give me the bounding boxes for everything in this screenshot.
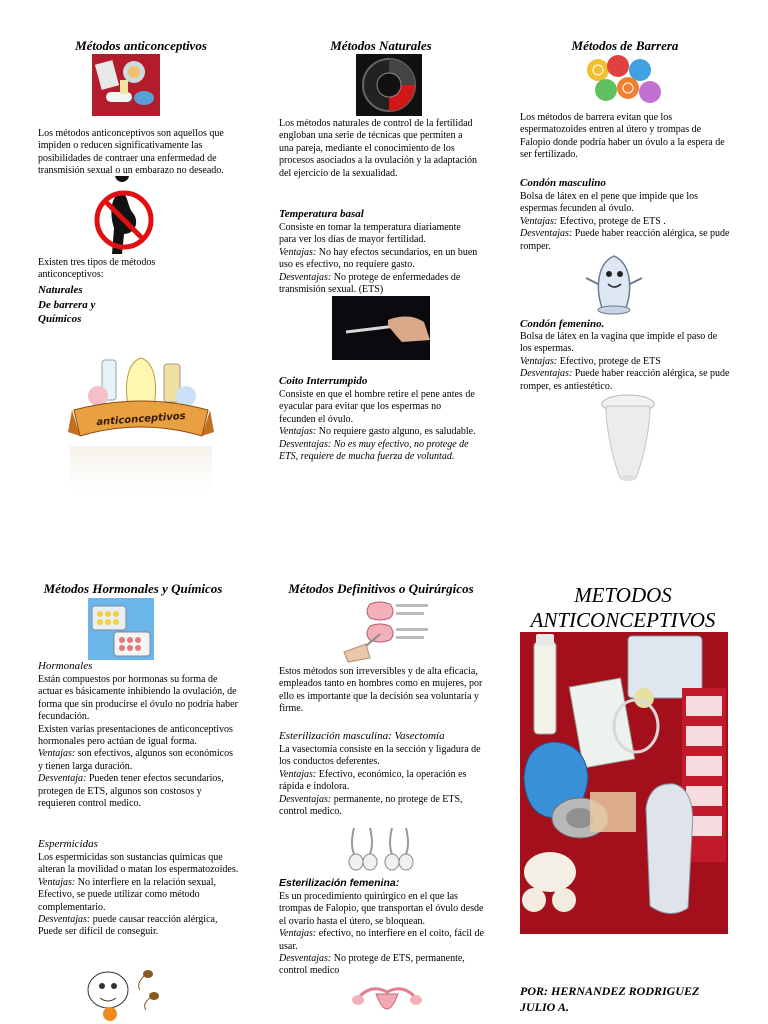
condon-masculino-title: Condón masculino xyxy=(520,177,606,189)
thermometer-photo xyxy=(332,296,430,360)
panel-naturales xyxy=(276,38,486,54)
cover-contraceptives-photo xyxy=(520,632,728,934)
coito-interrumpido-title: Coito Interrumpido xyxy=(279,375,368,387)
panel-title: Métodos Hormonales y Químicos xyxy=(43,581,223,596)
espermicidas-title: Espermicidas xyxy=(38,838,98,850)
panel-anticonceptivos xyxy=(36,38,246,54)
cover-title-line2: ANTICONCEPTIVOS xyxy=(530,608,716,632)
temperatura-basal-title: Temperatura basal xyxy=(279,208,364,220)
no-pregnancy-icon xyxy=(92,176,156,256)
panel-title: Métodos Definitivos o Quirúrgicos xyxy=(288,581,474,596)
hormonales-title: Hormonales xyxy=(38,660,93,672)
uterus-diagram xyxy=(350,980,424,1024)
vasectomia-title: Esterilización masculina: Vasectomía xyxy=(279,730,445,742)
condom-cartoon xyxy=(582,250,646,316)
condon-femenino-text: Bolsa de látex en la vagina que impide el paso de los espermas. Ventajas: Efectivo, protege de ETS Desventajas: Puede haber reacción alérgica, se pude romper, es antiestético. xyxy=(520,331,730,392)
sperm-cartoon xyxy=(78,956,166,1022)
cover-title xyxy=(516,583,730,633)
condon-masculino-text: Bolsa de látex en el pene que impide que los espermas fecunden al óvulo. Ventajas: Efectivo, protege de ETS . Desventajas: Puede haber reacción alérgica, se pude romper. xyxy=(520,191,730,252)
type-naturales: Naturales xyxy=(38,284,83,296)
pills-photo xyxy=(88,598,154,660)
espermicidas-text: Los espermicidas son sustancias químicas que alteran la movilidad o matan los espermatozoides. Ventajas: No interfiere en la relación sexual, Efectivo, se puede utilizar como método complementario. Desventajas: puede causar reacción alérgica, Puede ser difícil de conseguir. xyxy=(38,852,239,938)
female-condom-photo xyxy=(592,392,664,484)
panel-barrera xyxy=(520,38,730,54)
temperatura-basal-text: Consiste en tomar la temperatura diariamente para ver los días de mayor fertilidad. Ventajas: No hay efectos secundarios, en un buen uso es efectivo, no requiere gasto. Desventajas: No protege de enfermedades de transmisión sexual. (ETS) xyxy=(279,222,478,296)
anticonceptivos-banner-illustration xyxy=(68,352,214,448)
panel-definitivos xyxy=(276,581,486,597)
coito-interrumpido-text: Consiste en que el hombre retire el pene antes de eyacular para evitar que los espermas no fecunden el óvulo. Ventajas: No requiere gasto alguno, es saludable. Desventajas: No es muy efectivo, no protege de ETS, requiere de mucha fuerza de voluntad. xyxy=(279,389,476,463)
type-quimicos: Químicos xyxy=(38,313,82,325)
panel-title: Métodos de Barrera xyxy=(571,38,679,53)
author-line2: JULIO A. xyxy=(520,1000,569,1014)
banner-reflection xyxy=(70,446,212,492)
type-barrera: De barrera y xyxy=(38,299,96,311)
definitivos-intro: Estos métodos son irreversibles y de alta eficacia, empleados tanto en hombres como en mujeres, por ello es importante que la decisión sea voluntaria y firme. xyxy=(279,666,483,715)
barrera-intro: Los métodos de barrera evitan que los espermatozoides entren al útero y trompas de Falopio donde podría haber un óvulo a la espera de ser fertilizado. xyxy=(520,112,725,161)
esterilizacion-femenina-text: Es un procedimiento quirúrgico en el que las trompas de Falopio, que transportan el óvulo desde el ovario hasta el útero, se bloquean. Ventajas: efectivo, no interfiere en el coito, fácil de usar. Desventajas: No protege de ETS, permanente, control medico xyxy=(279,891,484,977)
hormonales-text: Están compuestos por hormonas su forma de actuar es básicamente inhibiendo la ovulación, de forma que sin producirse el óvulo no podría haber fecundación. Existen varias presentaciones de anticonceptivos hormonales pero actúan de igual forma. Ventajas: son efectivos, algunos son económicos y tienen larga duración. Desventaja: Pueden tener efectos secundarios, protegen de ETS, algunos son costosos y requieren control medico. xyxy=(38,674,238,810)
panel-hormonales xyxy=(28,581,238,597)
vasectomia-text: La vasectomía consiste en la sección y ligadura de los conductos deferentes. Ventajas: Efectivo, económico, la operación es rápida e indolora. Desventajas: permanente, no protege de ETS, control medico. xyxy=(279,744,481,818)
condoms-photo xyxy=(584,54,666,110)
condon-femenino-title: Condón femenino. xyxy=(520,318,605,330)
contraceptives-photo xyxy=(92,54,160,116)
types-intro: Existen tres tipos de métodos anticonceptivos: xyxy=(38,257,156,281)
author-block xyxy=(520,983,750,1015)
surgery-diagram xyxy=(340,598,432,664)
vasectomy-diagram xyxy=(340,824,420,872)
fertility-calendar-image xyxy=(356,54,422,116)
banner-label: anticonceptivos xyxy=(96,410,186,429)
panel-title: Métodos Naturales xyxy=(330,38,432,53)
author-line1: POR: HERNANDEZ RODRIGUEZ xyxy=(520,984,700,998)
esterilizacion-femenina-title: Esterilización femenina: xyxy=(279,877,400,889)
panel-title: Métodos anticonceptivos xyxy=(75,38,207,53)
cover-title-line1: METODOS xyxy=(574,583,672,607)
intro-text: Los métodos anticonceptivos son aquellos que impiden o reducen significativamente las posibilidades de contraer una enfermedad de transmisión sexual o un embarazo no deseado. xyxy=(38,128,224,177)
naturales-intro: Los métodos naturales de control de la fertilidad engloban una serie de técnicas que permiten a una pareja, mediante el conocimiento de los procesos asociados a la ovulación y la adaptación del ejercicio de la sexualidad. xyxy=(279,118,477,179)
